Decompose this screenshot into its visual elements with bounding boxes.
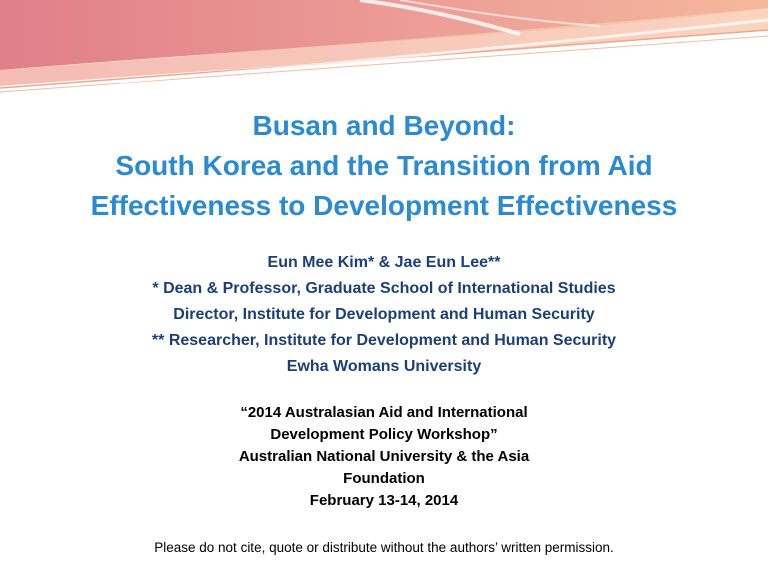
event-line-2: Development Policy Workshop” — [270, 426, 498, 443]
title-line-3: Effectiveness to Development Effectiveness — [90, 190, 678, 221]
author-affiliation-3: ** Researcher, Institute for Development and Human Security — [151, 332, 617, 349]
slide-title — [0, 106, 768, 226]
author-names: Eun Mee Kim* & Jae Eun Lee** — [267, 254, 501, 271]
event-block — [0, 402, 768, 512]
event-line-4: Foundation — [343, 470, 425, 487]
event-date: February 13-14, 2014 — [309, 492, 459, 509]
author-affiliation-1: * Dean & Professor, Graduate School of International Studies — [152, 280, 616, 297]
disclaimer: Please do not cite, quote or distribute without the authors’ written permission. — [154, 540, 614, 555]
event-line-1: “2014 Australasian Aid and International — [240, 404, 528, 421]
title-line-1: Busan and Beyond: — [252, 110, 516, 141]
title-line-2: South Korea and the Transition from Aid — [115, 150, 653, 181]
author-university: Ewha Womans University — [286, 358, 482, 375]
decorative-banner — [0, 0, 768, 100]
event-line-3: Australian National University & the Asia — [238, 448, 530, 465]
authors-block — [0, 250, 768, 380]
author-affiliation-2: Director, Institute for Development and Human Security — [173, 306, 595, 323]
